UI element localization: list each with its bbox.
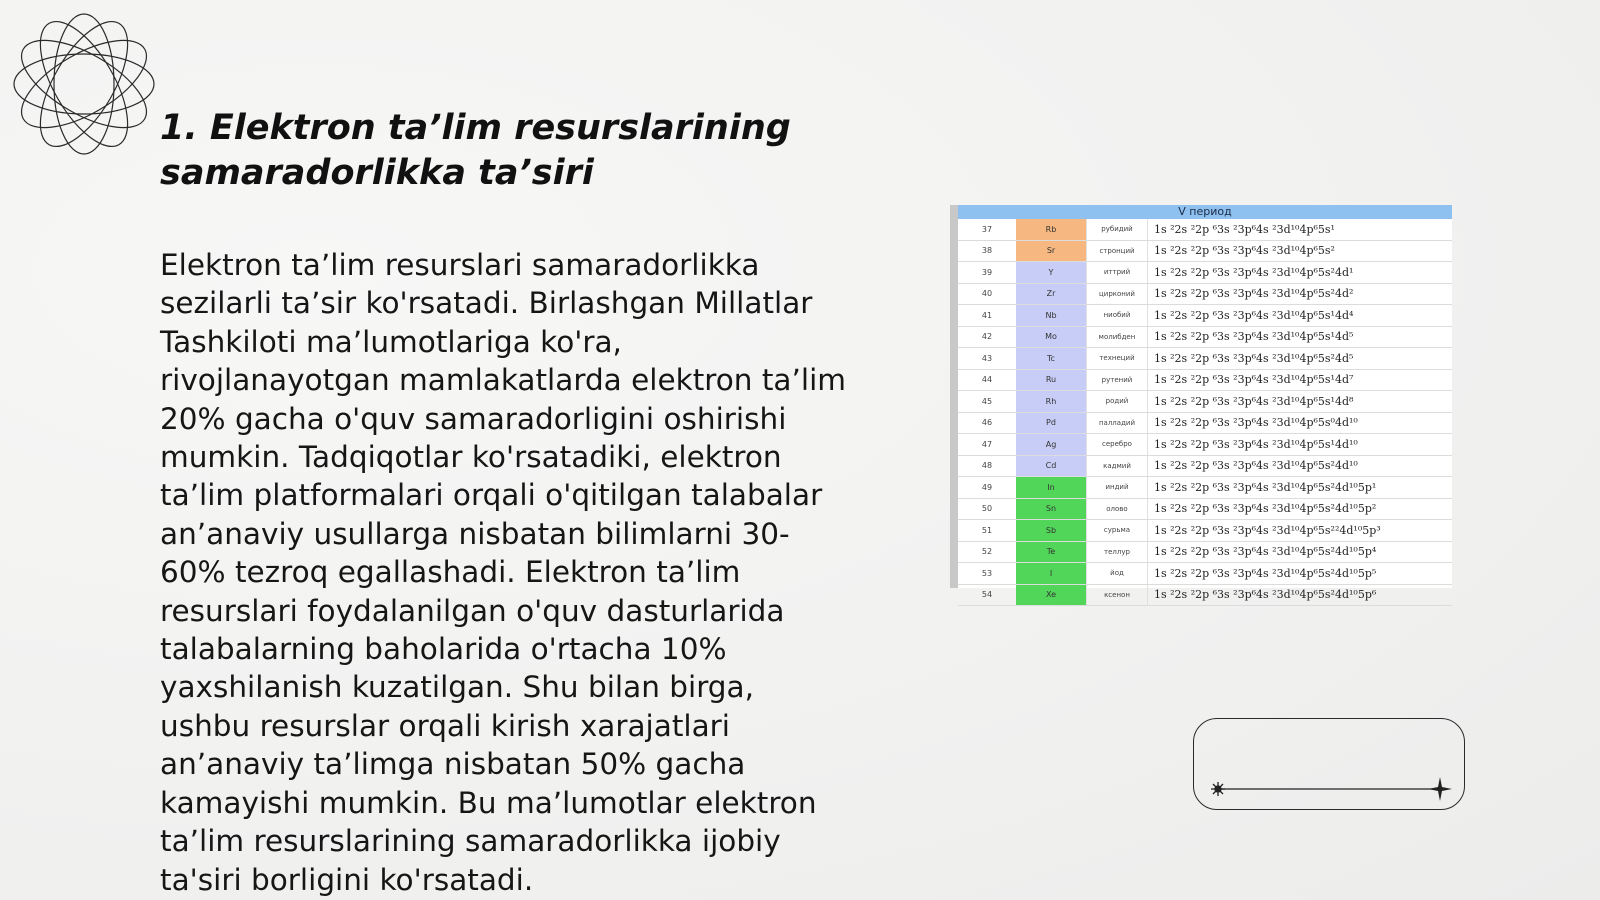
element-number: 53 [981,568,993,578]
electron-config-table [950,205,1452,602]
element-symbol: I [1016,563,1086,584]
element-number: 50 [981,504,993,514]
orbit-rings-icon [10,10,158,158]
element-symbol: Sr [1016,241,1086,262]
electron-configuration: 1s ²2s ²2p ⁶3s ²3p⁶4s ²3d¹⁰4p⁶5s²4d¹⁰5p⁴ [1147,542,1452,563]
element-name: стронций [1086,241,1147,262]
element-symbol: Y [1016,262,1086,283]
electron-configuration: 1s ²2s ²2p ⁶3s ²3p⁶4s ²3d¹⁰4p⁶5s²4d¹⁰5p¹ [1147,477,1452,498]
table-row [958,305,1452,327]
element-symbol: Mo [1016,327,1086,348]
element-symbol: Sb [1016,520,1086,541]
element-number: 49 [981,482,993,492]
electron-configuration: 1s ²2s ²2p ⁶3s ²3p⁶4s ²3d¹⁰4p⁶5s²4d¹ [1147,262,1452,283]
element-number: 54 [981,590,993,600]
element-name: иттрий [1086,262,1147,283]
electron-configuration: 1s ²2s ²2p ⁶3s ²3p⁶4s ²3d¹⁰4p⁶5s¹4d⁴ [1147,305,1452,326]
cross-star-icon [1428,777,1452,801]
element-number: 46 [981,418,993,428]
element-number: 47 [981,439,993,449]
element-symbol: Cd [1016,456,1086,477]
element-symbol: Nb [1016,305,1086,326]
element-number: 40 [981,289,993,299]
element-number: 43 [981,353,993,363]
element-symbol: Rh [1016,391,1086,412]
element-symbol: Sn [1016,499,1086,520]
table-header: V период [958,205,1452,219]
element-name: теллур [1086,542,1147,563]
slide-body-text: Elektron ta’lim resurslari samaradorlikka sezilarli ta’sir ko'rsatadi. Birlashgan Millatlar Tashkiloti ma’lumotlariga ko'ra, rivojlanayotgan mamlakatlarda elektron ta’lim 20% gacha o'quv samaradorligini oshirishi mumkin. Tadqiqotlar ko'rsatadiki, elektron ta’lim platformalari orqali o'qitilgan talabalar an’anaviy usullarga nisbatan bilimlarni 30-60% tezroq egallashadi. Elektron ta’lim resurslari foydalanilgan o'quv dasturlarida talabalarning baholarida o'rtacha 10% yaxshilanish kuzatilgan. Shu bilan birga, ushbu resurslar orqali kirish xarajatlari an’anaviy ta’limga nisbatan 50% gacha kamayishi mumkin. Bu ma’lumotlar elektron ta’lim resurslarining samaradorlikka ijobiy ta'siri borligini ko'rsatadi. [160,248,847,897]
element-name: родий [1086,391,1147,412]
electron-configuration: 1s ²2s ²2p ⁶3s ²3p⁶4s ²3d¹⁰4p⁶5s¹4d⁸ [1147,391,1452,412]
element-symbol: Ag [1016,434,1086,455]
table-row [958,563,1452,585]
element-name: палладий [1086,413,1147,434]
table-row [958,391,1452,413]
electron-configuration: 1s ²2s ²2p ⁶3s ²3p⁶4s ²3d¹⁰4p⁶5s¹ [1147,219,1452,240]
element-name: цирконий [1086,284,1147,305]
electron-configuration: 1s ²2s ²2p ⁶3s ²3p⁶4s ²3d¹⁰4p⁶5s⁰4d¹⁰ [1147,413,1452,434]
table-row [958,585,1452,607]
element-symbol: In [1016,477,1086,498]
element-name: олово [1086,499,1147,520]
sparkle-icon [1211,782,1225,796]
element-name: рубидий [1086,219,1147,240]
element-name: йод [1086,563,1147,584]
element-number: 48 [981,461,993,471]
table-row [958,348,1452,370]
electron-configuration: 1s ²2s ²2p ⁶3s ²3p⁶4s ²3d¹⁰4p⁶5s² [1147,241,1452,262]
element-name: молибден [1086,327,1147,348]
element-number: 38 [981,246,993,256]
table-row [958,370,1452,392]
electron-configuration: 1s ²2s ²2p ⁶3s ²3p⁶4s ²3d¹⁰4p⁶5s¹4d¹⁰ [1147,434,1452,455]
table-row [958,456,1452,478]
table-row [958,262,1452,284]
decorative-frame [1193,718,1465,810]
electron-configuration: 1s ²2s ²2p ⁶3s ²3p⁶4s ²3d¹⁰4p⁶5s²4d² [1147,284,1452,305]
electron-configuration: 1s ²2s ²2p ⁶3s ²3p⁶4s ²3d¹⁰4p⁶5s²4d¹⁰ [1147,456,1452,477]
table-body [958,219,1452,606]
slide-title: 1. Elektron ta’lim resurslarining samaradorlikka ta’siri [160,108,791,193]
element-number: 41 [981,310,993,320]
element-number: 39 [981,267,993,277]
element-number: 37 [981,224,993,234]
element-symbol: Tc [1016,348,1086,369]
table-row [958,520,1452,542]
element-symbol: Te [1016,542,1086,563]
table-row [958,284,1452,306]
element-number: 42 [981,332,993,342]
electron-configuration: 1s ²2s ²2p ⁶3s ²3p⁶4s ²3d¹⁰4p⁶5s²²4d¹⁰5p³ [1147,520,1452,541]
electron-configuration: 1s ²2s ²2p ⁶3s ²3p⁶4s ²3d¹⁰4p⁶5s²4d¹⁰5p² [1147,499,1452,520]
table-row [958,477,1452,499]
electron-configuration: 1s ²2s ²2p ⁶3s ²3p⁶4s ²3d¹⁰4p⁶5s¹4d⁵ [1147,327,1452,348]
element-number: 52 [981,547,993,557]
element-symbol: Xe [1016,585,1086,606]
table-row [958,499,1452,521]
element-number: 44 [981,375,993,385]
element-name: кадмий [1086,456,1147,477]
element-name: рутений [1086,370,1147,391]
element-name: индий [1086,477,1147,498]
element-number: 45 [981,396,993,406]
electron-configuration: 1s ²2s ²2p ⁶3s ²3p⁶4s ²3d¹⁰4p⁶5s²4d¹⁰5p⁶ [1147,585,1452,606]
electron-configuration: 1s ²2s ²2p ⁶3s ²3p⁶4s ²3d¹⁰4p⁶5s²4d⁵ [1147,348,1452,369]
element-symbol: Zr [1016,284,1086,305]
element-symbol: Pd [1016,413,1086,434]
element-number: 51 [981,525,993,535]
table-row [958,241,1452,263]
element-name: ксенон [1086,585,1147,606]
element-symbol: Rb [1016,219,1086,240]
element-name: технеций [1086,348,1147,369]
table-row [958,327,1452,349]
element-name: ниобий [1086,305,1147,326]
element-symbol: Ru [1016,370,1086,391]
table-row [958,542,1452,564]
element-name: серебро [1086,434,1147,455]
element-name: сурьма [1086,520,1147,541]
table-row [958,219,1452,241]
table-row [958,413,1452,435]
table-row [958,434,1452,456]
electron-configuration: 1s ²2s ²2p ⁶3s ²3p⁶4s ²3d¹⁰4p⁶5s¹4d⁷ [1147,370,1452,391]
electron-configuration: 1s ²2s ²2p ⁶3s ²3p⁶4s ²3d¹⁰4p⁶5s²4d¹⁰5p⁵ [1147,563,1452,584]
